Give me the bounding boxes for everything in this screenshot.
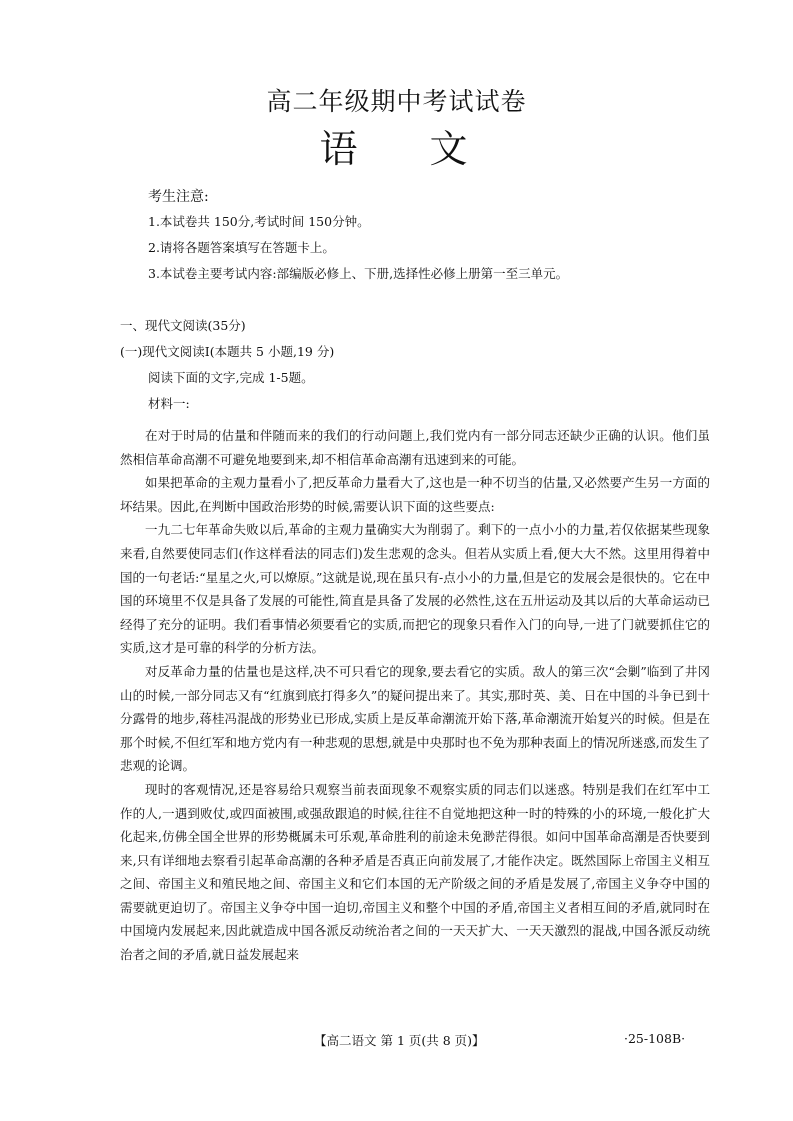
- notice-item: 3.本试卷主要考试内容:部编版必修上、下册,选择性必修上册第一至三单元。: [148, 266, 569, 281]
- material-label: 材料一:: [148, 396, 190, 411]
- section-subtitle: (一)现代文阅读Ⅰ(本题共 5 小题,19 分): [120, 344, 335, 359]
- passage-paragraph: 现时的客观情况,还是容易给只观察当前表面现象不观察实质的同志们以迷惑。特别是我们在红军中工作的人,一遇到败仗,或四面被围,或强敌跟追的时候,往往不自觉地把这种一时的特殊的小的环境,一般化扩大化起来,仿佛全国全世界的形势概属未可乐观,革命胜利的前途未免渺茫得很。如问中国革命高潮是否快要到来,只有详细地去察看引起革命高潮的各种矛盾是否真正向前发展了,才能作决定。既然国际上帝国主义相互之间、帝国主义和殖民地之间、帝国主义和它们本国的无产阶级之间的矛盾是发展了,帝国主义争夺中国的需要就更迫切了。帝国主义争夺中国一迫切,帝国主义和整个中国的矛盾,帝国主义者相互间的矛盾,就同时在中国境内发展起来,因此就造成中国各派反动统治者之间的一天天扩大、一天天激烈的混战,中国各派反动统治者之间的矛盾,就日益发展起来: [120, 781, 710, 963]
- exam-code: ·25-108B·: [624, 1031, 686, 1046]
- notice-item: 2.请将各题答案填写在答题卡上。: [148, 240, 335, 255]
- section-title: 一、现代文阅读(35分): [120, 318, 246, 333]
- page-number-label: 【高二语文 第 1 页(共 8 页)】: [314, 1033, 485, 1048]
- passage-paragraph: 如果把革命的主观力量看小了,把反革命力量看大了,这也是一种不切当的估量,又必然要产生另一方面的坏结果。因此,在判断中国政治形势的时候,需要认识下面的这些要点:: [120, 475, 710, 514]
- notice-heading: 考生注意:: [148, 189, 209, 205]
- exam-title: 高二年级期中考试试卷: [266, 87, 527, 116]
- subject-title: 语 文: [319, 127, 498, 171]
- passage-paragraph: 一九二七年革命失败以后,革命的主观力量确实大为削弱了。剩下的一点小小的力量,若仅依据某些现象来看,自然要使同志们(作这样看法的同志们)发生悲观的念头。但若从实质上看,便大大不然。这里用得着中国的一句老话:“星星之火,可以燎原。”这就是说,现在虽只有-点小小的力量,但是它的发展会是很快的。它在中国的环境里不仅是具备了发展的可能性,简直是具备了发展的必然性,这在五卅运动及其以后的大革命运动已经得了充分的证明。我们看事情必须要看它的实质,而把它的现象只看作入门的向导,一进了门就要抓住它的实质,这才是可靠的科学的分析方法。: [120, 522, 710, 656]
- passage-paragraph: 在对于时局的估量和伴随而来的我们的行动问题上,我们党内有一部分同志还缺少正确的认识。他们虽然相信革命高潮不可避免地要到来,却不相信革命高潮有迅速到来的可能。: [120, 428, 710, 467]
- notice-item: 1.本试卷共 150分,考试时间 150分钟。: [148, 214, 370, 229]
- passage: [120, 424, 710, 967]
- reading-instruction: 阅读下面的文字,完成 1-5题。: [148, 370, 314, 385]
- passage-paragraph: 对反革命力量的估量也是这样,决不可只看它的现象,要去看它的实质。敌人的第三次“会剿”临到了井冈山的时候,一部分同志又有“红旗到底打得多久”的疑问提出来了。其实,那时英、美、日在中国的斗争已到十分露骨的地步,蒋桂冯混战的形势业已形成,实质上是反革命潮流开始下落,革命潮流开始复兴的时候。但是在那个时候,不但红军和地方党内有一种悲观的思想,就是中央那时也不免为那种表面上的情况所迷惑,而发生了悲观的论调。: [120, 663, 710, 774]
